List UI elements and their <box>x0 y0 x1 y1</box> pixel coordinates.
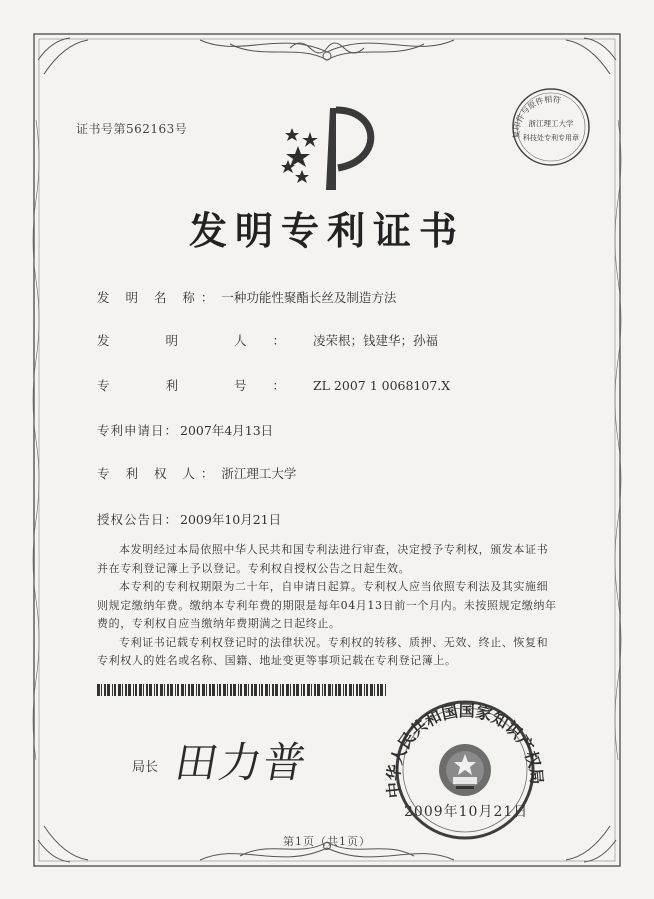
barcode-bar <box>202 684 205 696</box>
barcode-bar <box>338 684 341 696</box>
barcode-bar <box>143 684 144 696</box>
barcode-bar <box>175 684 176 696</box>
barcode-bar <box>290 684 291 696</box>
barcode-bar <box>154 684 155 696</box>
barcode-bar <box>293 684 295 696</box>
page-title: 发明专利证书 <box>188 209 465 253</box>
page-number: 第1页（共1页） <box>283 835 371 848</box>
barcode-bar <box>332 684 333 696</box>
barcode-bar <box>248 684 249 696</box>
barcode-bar <box>280 684 281 696</box>
barcode-bar <box>374 684 375 696</box>
inventor-value: 凌荣根；钱建华；孙福 <box>312 333 438 348</box>
seal-date: 2009年10月21日 <box>404 804 529 820</box>
patent-number-row <box>97 376 450 394</box>
barcode-bar <box>170 684 173 696</box>
barcode-bar <box>324 684 326 696</box>
barcode-bar <box>254 684 257 696</box>
barcode-bar <box>317 684 320 696</box>
grant-date-row <box>97 510 281 528</box>
barcode-bar <box>238 684 239 696</box>
barcode-bar <box>296 684 299 696</box>
barcode-bar <box>139 684 142 696</box>
stamp-line-1: 复印件与原件相符 <box>511 94 562 139</box>
barcode-bar <box>135 684 137 696</box>
barcode-bar <box>314 684 316 696</box>
certificate-number: 证书号第562163号 <box>76 122 188 136</box>
filing-date-value: 2007年4月13日 <box>180 423 274 438</box>
barcode-bar <box>160 684 163 696</box>
barcode-bar <box>181 684 184 696</box>
director-signature: 田力普 <box>171 738 312 787</box>
barcode-bar <box>217 684 218 696</box>
barcode-bar <box>364 684 365 696</box>
barcode-bar <box>118 684 121 696</box>
barcode-bar <box>377 684 379 696</box>
barcode-bar <box>97 684 100 696</box>
barcode-bar <box>311 684 312 696</box>
barcode-bar <box>107 684 110 696</box>
barcode-bar <box>114 684 116 696</box>
barcode-bar <box>303 684 305 696</box>
body-paragraph-3: 专利证书记载专利权登记时的法律状况。专利权的转移、质押、无效、终止、恢复和专利权人的姓名或名称、国籍、地址变更等事项记载在专利登记簿上。 <box>97 635 549 667</box>
barcode-bar <box>188 684 190 696</box>
university-stamp <box>508 84 594 170</box>
barcode-bar <box>209 684 211 696</box>
barcode-bar <box>261 684 263 696</box>
barcode-bar <box>233 684 236 696</box>
barcode <box>97 684 389 696</box>
barcode-bar <box>275 684 278 696</box>
barcode-bar <box>164 684 165 696</box>
barcode-bar <box>104 684 106 696</box>
patentee-label: 专 利 权 人： <box>97 466 220 481</box>
barcode-bar <box>196 684 197 696</box>
barcode-bar <box>335 684 337 696</box>
body-paragraph-1: 本发明经过本局依照中华人民共和国专利法进行审查，决定授予专利权，颁发本证书并在专利登记簿上予以登记。专利权自授权公告之日起生效。 <box>97 543 549 575</box>
patent-number-value: ZL 2007 1 0068107.X <box>312 378 451 393</box>
barcode-bar <box>328 684 331 696</box>
patent-office-emblem-icon <box>280 98 390 193</box>
barcode-bar <box>240 684 242 696</box>
patentee-row <box>97 464 296 482</box>
barcode-bar <box>244 684 247 696</box>
barcode-bar <box>191 684 194 696</box>
barcode-bar <box>133 684 134 696</box>
barcode-bar <box>122 684 123 696</box>
barcode-bar <box>227 684 228 696</box>
barcode-bar <box>212 684 215 696</box>
barcode-bar <box>167 684 169 696</box>
director-label: 局长 <box>132 760 159 775</box>
stamp-line-3: 科技处专利专用章 <box>523 134 579 142</box>
invention-name-value: 一种功能性聚酯长丝及制造方法 <box>221 290 397 305</box>
barcode-bar <box>198 684 200 696</box>
grant-date-value: 2009年10月21日 <box>180 512 282 527</box>
body-paragraph-2: 本专利的专利权期限为二十年，自申请日起算。专利权人应当依照专利法及其实施细则规定缴纳年费。缴纳本专利年费的期限是每年04月13日前一个月内。未按照规定缴纳年费的，专利权自应当缴纳年费期满之日起终止。 <box>97 580 557 630</box>
barcode-bar <box>286 684 289 696</box>
barcode-bar <box>353 684 354 696</box>
stamp-line-2: 浙江理工大学 <box>528 119 574 128</box>
barcode-bar <box>269 684 270 696</box>
filing-date-label: 专利申请日： <box>97 423 179 438</box>
barcode-bar <box>230 684 232 696</box>
barcode-bar <box>370 684 373 696</box>
barcode-bar <box>322 684 323 696</box>
certificate-body <box>97 541 557 671</box>
barcode-bar <box>265 684 268 696</box>
barcode-bar <box>177 684 179 696</box>
patentee-value: 浙江理工大学 <box>221 466 297 481</box>
barcode-bar <box>349 684 352 696</box>
barcode-bar <box>156 684 158 696</box>
barcode-bar <box>128 684 131 696</box>
barcode-bar <box>359 684 362 696</box>
barcode-bar <box>112 684 113 696</box>
barcode-bar <box>149 684 152 696</box>
barcode-bar <box>345 684 347 696</box>
barcode-bar <box>356 684 358 696</box>
barcode-bar <box>185 684 186 696</box>
invention-name-label: 发 明 名 称： <box>97 290 220 305</box>
barcode-bar <box>206 684 207 696</box>
barcode-bar <box>366 684 368 696</box>
barcode-bar <box>146 684 148 696</box>
invention-name-row <box>97 288 396 306</box>
svg-text:复印件与原件相符 <box>511 94 562 139</box>
barcode-bar <box>251 684 253 696</box>
barcode-bar <box>282 684 284 696</box>
filing-date-row <box>97 421 273 439</box>
barcode-bar <box>343 684 344 696</box>
barcode-bar <box>272 684 274 696</box>
grant-date-label: 授权公告日： <box>97 512 179 527</box>
barcode-bar <box>101 684 102 696</box>
barcode-bar <box>307 684 310 696</box>
inventor-row <box>97 331 438 349</box>
barcode-bar <box>259 684 260 696</box>
patent-number-label: 专 利 号： <box>97 378 311 393</box>
barcode-bar <box>223 684 226 696</box>
national-emblem-icon <box>439 744 491 796</box>
barcode-bar <box>219 684 221 696</box>
barcode-bar <box>301 684 302 696</box>
barcode-bar <box>125 684 127 696</box>
seal-arc-text: 中华人民共和国国家知识产权局 <box>383 701 547 799</box>
inventor-label: 发 明 人： <box>97 333 311 348</box>
